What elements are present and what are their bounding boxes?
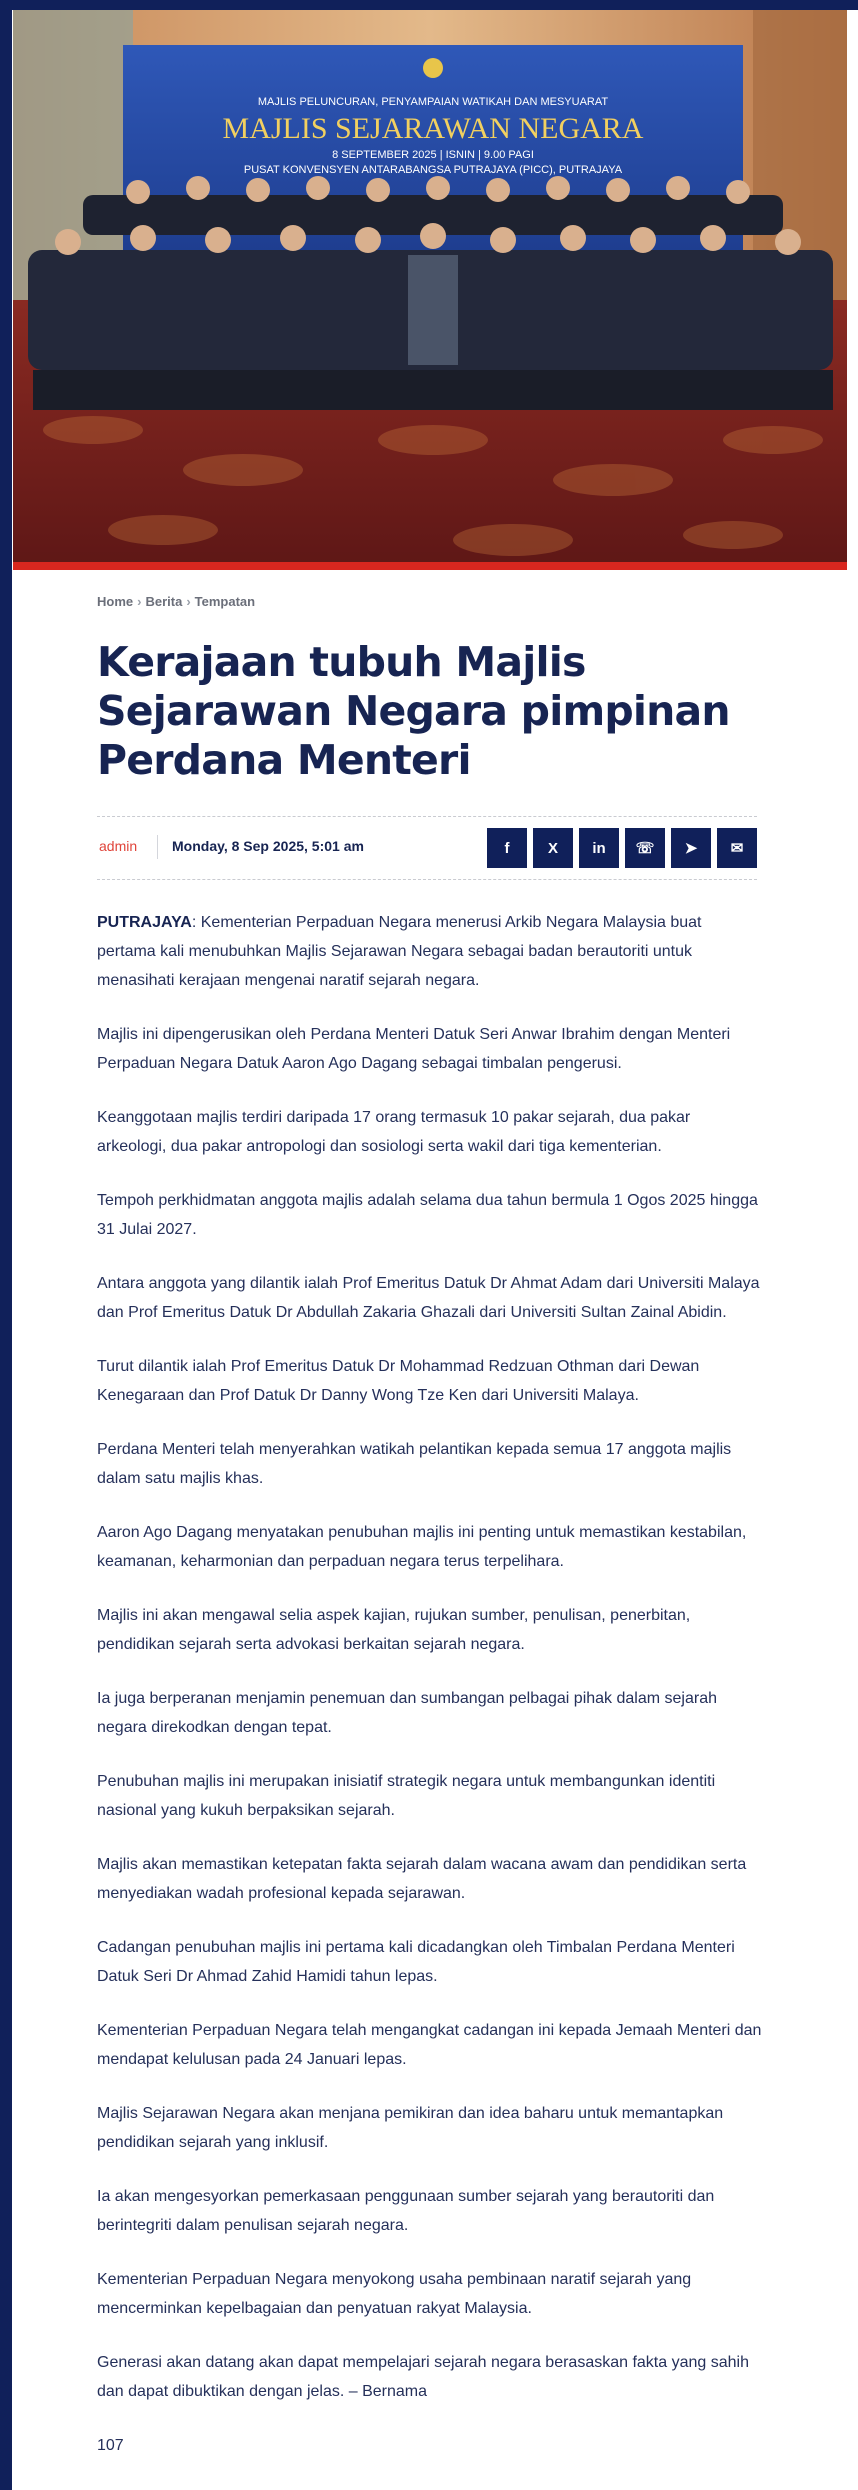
x-icon: X [547, 839, 558, 857]
linkedin-icon: in [592, 839, 606, 857]
telegram-icon: ➤ [684, 840, 698, 857]
banner-title: MAJLIS SEJARAWAN NEGARA [222, 112, 644, 145]
linkedin-share-button[interactable] [579, 828, 619, 868]
article-paragraph: Majlis ini dipengerusikan oleh Perdana Menteri Datuk Seri Anwar Ibrahim dengan Menteri Perpaduan Negara Datuk Aaron Ago Dagang sebagai timbalan pengerusi. [97, 1026, 731, 1072]
top-bar [0, 0, 858, 10]
view-count: 107 [97, 2437, 124, 2454]
article-paragraph: Cadangan penubuhan majlis ini pertama kali dicadangkan oleh Timbalan Perdana Menteri Datuk Seri Dr Ahmad Zahid Hamidi tahun lepas. [97, 1939, 735, 1985]
facebook-share-button[interactable] [487, 828, 527, 868]
article-paragraph: Ia juga berperanan menjamin penemuan dan sumbangan pelbagai pihak dalam sejarah negara direkodkan dengan tepat. [97, 1690, 717, 1736]
share-buttons [487, 828, 757, 868]
article-paragraph: Kementerian Perpaduan Negara telah mengangkat cadangan ini kepada Jemaah Menteri dan mendapat kelulusan pada 24 Januari lepas. [97, 2022, 762, 2068]
article-paragraph: Ia akan mengesyorkan pemerkasaan penggunaan sumber sejarah yang berautoriti dan berintegriti dalam penulisan sejarah negara. [97, 2188, 715, 2234]
email-share-button[interactable] [717, 828, 757, 868]
hero-image [13, 10, 847, 568]
article-paragraph: Tempoh perkhidmatan anggota majlis adalah selama dua tahun bermula 1 Ogos 2025 hingga 31 Julai 2027. [97, 1192, 758, 1238]
banner-line3: PUSAT KONVENSYEN ANTARABANGSA PUTRAJAYA (PICC), PUTRAJAYA [243, 164, 623, 176]
breadcrumb [97, 594, 255, 609]
facebook-icon: f [504, 839, 510, 857]
publish-date: Monday, 8 Sep 2025, 5:01 am [172, 838, 364, 854]
article-body [97, 908, 763, 2485]
article-meta [97, 816, 757, 880]
article-paragraph: Aaron Ago Dagang menyatakan penubuhan majlis ini penting untuk memastikan kestabilan, keamanan, keharmonian dan perpaduan negara terus terpelihara. [97, 1524, 747, 1570]
hero-accent-strip [13, 562, 847, 570]
breadcrumb-separator: › [137, 594, 142, 609]
banner-line2: 8 SEPTEMBER 2025 | ISNIN | 9.00 PAGI [332, 149, 534, 161]
breadcrumb-separator: › [186, 594, 191, 609]
article-paragraph: Majlis ini akan mengawal selia aspek kajian, rujukan sumber, penulisan, penerbitan, pendidikan sejarah serta advokasi berkaitan sejarah negara. [97, 1607, 691, 1653]
article-paragraph: Majlis Sejarawan Negara akan menjana pemikiran dan idea baharu untuk memantapkan pendidikan sejarah yang inklusif. [97, 2105, 724, 2151]
whatsapp-share-button[interactable] [625, 828, 665, 868]
article-paragraph: Turut dilantik ialah Prof Emeritus Datuk Dr Mohammad Redzuan Othman dari Dewan Kenegaraan dan Prof Datuk Dr Danny Wong Tze Ken dari Universiti Malaya. [97, 1358, 700, 1404]
dateline: PUTRAJAYA [97, 914, 192, 931]
breadcrumb-category-link[interactable]: Tempatan [194, 594, 256, 609]
left-accent-bar [0, 0, 12, 2490]
article-paragraph: Generasi akan datang akan dapat mempelajari sejarah negara berasaskan fakta yang sahih dan dapat dibuktikan dengan jelas. – Bernama [97, 2354, 749, 2400]
article-title: Kerajaan tubuh Majlis Sejarawan Negara pimpinan Perdana Menteri [97, 638, 730, 784]
whatsapp-icon: ☏ [635, 840, 655, 857]
telegram-share-button[interactable] [671, 828, 711, 868]
breadcrumb-section-link[interactable]: Berita [145, 594, 183, 609]
meta-divider [157, 835, 158, 859]
article-paragraph: Antara anggota yang dilantik ialah Prof Emeritus Datuk Dr Ahmat Adam dari Universiti Malaya dan Prof Emeritus Datuk Dr Abdullah Zakaria Ghazali dari Universiti Sultan Zainal Abidin. [97, 1275, 760, 1321]
article-paragraph: Keanggotaan majlis terdiri daripada 17 orang termasuk 10 pakar sejarah, dua pakar arkeologi, dua pakar antropologi dan sosiologi serta wakil dari tiga kementerian. [97, 1109, 691, 1155]
x-share-button[interactable] [533, 828, 573, 868]
article-paragraph [97, 908, 763, 995]
paragraph-text: : Kementerian Perpaduan Negara menerusi Arkib Negara Malaysia buat pertama kali menubuhkan Majlis Sejarawan Negara sebagai badan berautoriti untuk menasihati kerajaan mengenai naratif sejarah negara. [97, 914, 702, 989]
banner-line1: MAJLIS PELUNCURAN, PENYAMPAIAN WATIKAH DAN MESYUARAT [257, 96, 609, 108]
article-paragraph: Perdana Menteri telah menyerahkan watikah pelantikan kepada semua 17 anggota majlis dalam satu majlis khas. [97, 1441, 732, 1487]
breadcrumb-home-link[interactable]: Home [97, 594, 134, 609]
group-photo-icon [13, 10, 847, 568]
article-paragraph: Majlis akan memastikan ketepatan fakta sejarah dalam wacana awam dan pendidikan serta menyediakan wadah profesional kepada sejarawan. [97, 1856, 747, 1902]
article-paragraph: Penubuhan majlis ini merupakan inisiatif strategik negara untuk membangunkan identiti nasional yang kukuh berpaksikan sejarah. [97, 1773, 716, 1819]
article-paragraph: Kementerian Perpaduan Negara menyokong usaha pembinaan naratif sejarah yang mencerminkan kepelbagaian dan penyatuan rakyat Malaysia. [97, 2271, 692, 2317]
author-link[interactable]: admin [99, 838, 138, 854]
email-icon: ✉ [730, 840, 744, 857]
